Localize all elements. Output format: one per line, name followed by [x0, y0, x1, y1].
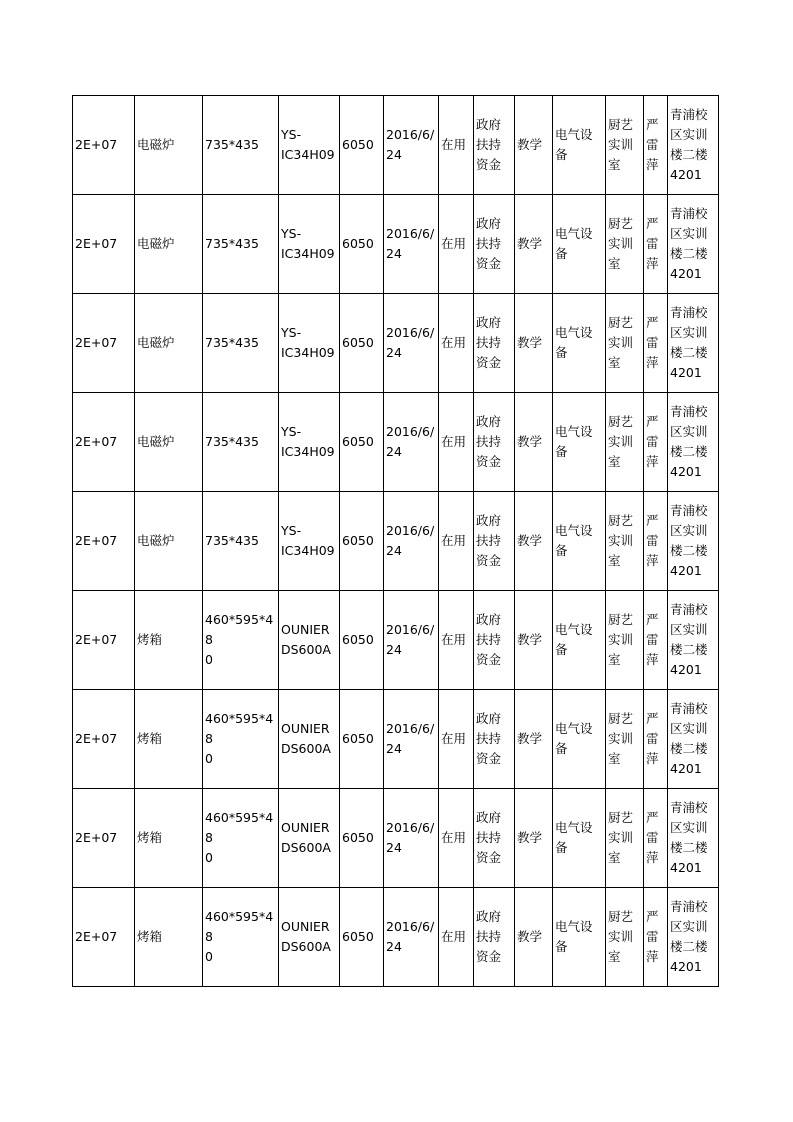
model-cell [279, 888, 340, 987]
asset-name-cell [135, 888, 203, 987]
department-cell [606, 492, 644, 591]
purpose-text: 教学 [517, 236, 543, 251]
department-text: 厨艺 实训 室 [608, 909, 634, 964]
funding-source-text: 政府 扶持 资金 [476, 216, 502, 271]
purpose-text: 教学 [517, 632, 543, 647]
funding-source-text: 政府 扶持 资金 [476, 810, 502, 865]
date-text: 2016/6/ 24 [386, 424, 435, 459]
status-text: 在用 [441, 236, 467, 251]
purpose-cell [515, 591, 553, 690]
funding-source-cell [474, 294, 515, 393]
location-cell [668, 888, 719, 987]
purpose-cell [515, 789, 553, 888]
date-text: 2016/6/ 24 [386, 523, 435, 558]
date-cell [384, 789, 439, 888]
purpose-text: 教学 [517, 434, 543, 449]
funding-source-text: 政府 扶持 资金 [476, 315, 502, 370]
location-text: 青浦校 区实训 楼二楼 4201 [670, 602, 708, 677]
asset-code-cell [73, 789, 135, 888]
model-text: YS- IC34H09 [281, 523, 335, 558]
category-text: 电气设 备 [555, 523, 593, 558]
purpose-cell [515, 492, 553, 591]
asset-code-text: 2E+07 [75, 434, 118, 449]
date-cell [384, 96, 439, 195]
asset-code-text: 2E+07 [75, 335, 118, 350]
status-text: 在用 [441, 434, 467, 449]
category-text: 电气设 备 [555, 919, 593, 954]
location-text: 青浦校 区实训 楼二楼 4201 [670, 503, 708, 578]
asset-code-text: 2E+07 [75, 830, 118, 845]
date-text: 2016/6/ 24 [386, 919, 435, 954]
price-text: 6050 [342, 434, 374, 449]
funding-source-text: 政府 扶持 资金 [476, 117, 502, 172]
model-cell [279, 591, 340, 690]
asset-name-text: 电磁炉 [137, 137, 175, 152]
model-text: OUNIER DS600A [281, 820, 331, 855]
custodian-text: 严 雷 萍 [646, 315, 659, 370]
category-cell [553, 888, 606, 987]
size-cell [203, 591, 279, 690]
asset-code-cell [73, 195, 135, 294]
location-cell [668, 591, 719, 690]
category-text: 电气设 备 [555, 622, 593, 657]
size-text: 735*435 [205, 236, 259, 251]
funding-source-text: 政府 扶持 资金 [476, 909, 502, 964]
status-cell [439, 591, 474, 690]
price-text: 6050 [342, 335, 374, 350]
funding-source-cell [474, 195, 515, 294]
model-text: YS- IC34H09 [281, 325, 335, 360]
asset-name-text: 电磁炉 [137, 434, 175, 449]
date-text: 2016/6/ 24 [386, 226, 435, 261]
model-cell [279, 492, 340, 591]
department-text: 厨艺 实训 室 [608, 117, 634, 172]
location-cell [668, 492, 719, 591]
size-cell [203, 195, 279, 294]
date-text: 2016/6/ 24 [386, 325, 435, 360]
custodian-text: 严 雷 萍 [646, 909, 659, 964]
department-cell [606, 294, 644, 393]
purpose-cell [515, 96, 553, 195]
custodian-cell [644, 690, 668, 789]
asset-name-cell [135, 96, 203, 195]
department-text: 厨艺 实训 室 [608, 612, 634, 667]
category-cell [553, 591, 606, 690]
category-cell [553, 393, 606, 492]
asset-code-cell [73, 690, 135, 789]
category-text: 电气设 备 [555, 424, 593, 459]
price-cell [340, 393, 384, 492]
custodian-text: 严 雷 萍 [646, 810, 659, 865]
asset-name-cell [135, 492, 203, 591]
price-cell [340, 591, 384, 690]
custodian-text: 严 雷 萍 [646, 513, 659, 568]
status-text: 在用 [441, 830, 467, 845]
asset-name-text: 烤箱 [137, 632, 163, 647]
asset-code-cell [73, 294, 135, 393]
asset-name-text: 烤箱 [137, 929, 163, 944]
purpose-cell [515, 393, 553, 492]
asset-code-text: 2E+07 [75, 929, 118, 944]
status-cell [439, 789, 474, 888]
price-cell [340, 195, 384, 294]
custodian-cell [644, 789, 668, 888]
department-cell [606, 789, 644, 888]
location-cell [668, 294, 719, 393]
model-cell [279, 294, 340, 393]
asset-code-text: 2E+07 [75, 632, 118, 647]
custodian-text: 严 雷 萍 [646, 414, 659, 469]
category-cell [553, 492, 606, 591]
date-cell [384, 888, 439, 987]
department-text: 厨艺 实训 室 [608, 711, 634, 766]
status-text: 在用 [441, 731, 467, 746]
size-cell [203, 789, 279, 888]
status-text: 在用 [441, 137, 467, 152]
asset-name-text: 电磁炉 [137, 533, 175, 548]
asset-code-text: 2E+07 [75, 533, 118, 548]
table-row [73, 690, 719, 789]
model-text: YS- IC34H09 [281, 127, 335, 162]
table-row [73, 294, 719, 393]
date-text: 2016/6/ 24 [386, 622, 435, 657]
table-row [73, 492, 719, 591]
asset-name-text: 烤箱 [137, 731, 163, 746]
asset-name-cell [135, 195, 203, 294]
purpose-cell [515, 690, 553, 789]
price-text: 6050 [342, 830, 374, 845]
funding-source-cell [474, 690, 515, 789]
funding-source-cell [474, 888, 515, 987]
model-text: OUNIER DS600A [281, 919, 331, 954]
table-row [73, 888, 719, 987]
purpose-text: 教学 [517, 533, 543, 548]
price-text: 6050 [342, 632, 374, 647]
asset-table [72, 95, 719, 987]
department-cell [606, 195, 644, 294]
model-cell [279, 195, 340, 294]
funding-source-cell [474, 393, 515, 492]
date-cell [384, 195, 439, 294]
size-text: 735*435 [205, 137, 259, 152]
department-cell [606, 591, 644, 690]
size-text: 460*595*48 0 [205, 909, 274, 964]
funding-source-cell [474, 96, 515, 195]
location-text: 青浦校 区实训 楼二楼 4201 [670, 305, 708, 380]
status-text: 在用 [441, 632, 467, 647]
model-cell [279, 789, 340, 888]
location-text: 青浦校 区实训 楼二楼 4201 [670, 701, 708, 776]
location-cell [668, 690, 719, 789]
price-cell [340, 294, 384, 393]
model-cell [279, 690, 340, 789]
size-cell [203, 393, 279, 492]
location-text: 青浦校 区实训 楼二楼 4201 [670, 404, 708, 479]
funding-source-cell [474, 789, 515, 888]
department-text: 厨艺 实训 室 [608, 414, 634, 469]
price-cell [340, 789, 384, 888]
location-text: 青浦校 区实训 楼二楼 4201 [670, 107, 708, 182]
asset-name-cell [135, 591, 203, 690]
model-text: OUNIER DS600A [281, 721, 331, 756]
asset-name-cell [135, 294, 203, 393]
size-text: 735*435 [205, 434, 259, 449]
department-cell [606, 96, 644, 195]
price-text: 6050 [342, 929, 374, 944]
size-cell [203, 888, 279, 987]
model-cell [279, 96, 340, 195]
category-text: 电气设 备 [555, 721, 593, 756]
date-cell [384, 690, 439, 789]
custodian-text: 严 雷 萍 [646, 117, 659, 172]
asset-name-text: 电磁炉 [137, 236, 175, 251]
purpose-text: 教学 [517, 929, 543, 944]
department-text: 厨艺 实训 室 [608, 216, 634, 271]
location-cell [668, 393, 719, 492]
asset-name-text: 电磁炉 [137, 335, 175, 350]
asset-name-text: 烤箱 [137, 830, 163, 845]
category-text: 电气设 备 [555, 226, 593, 261]
date-text: 2016/6/ 24 [386, 721, 435, 756]
custodian-text: 严 雷 萍 [646, 216, 659, 271]
custodian-text: 严 雷 萍 [646, 612, 659, 667]
table-row [73, 195, 719, 294]
asset-code-cell [73, 96, 135, 195]
location-cell [668, 789, 719, 888]
size-text: 460*595*48 0 [205, 612, 274, 667]
funding-source-text: 政府 扶持 资金 [476, 414, 502, 469]
asset-code-cell [73, 492, 135, 591]
date-text: 2016/6/ 24 [386, 820, 435, 855]
size-cell [203, 96, 279, 195]
department-text: 厨艺 实训 室 [608, 315, 634, 370]
model-text: OUNIER DS600A [281, 622, 331, 657]
status-cell [439, 888, 474, 987]
table-row [73, 591, 719, 690]
asset-code-text: 2E+07 [75, 236, 118, 251]
size-cell [203, 294, 279, 393]
status-cell [439, 294, 474, 393]
price-text: 6050 [342, 236, 374, 251]
model-text: YS- IC34H09 [281, 226, 335, 261]
model-text: YS- IC34H09 [281, 424, 335, 459]
custodian-cell [644, 195, 668, 294]
asset-code-cell [73, 888, 135, 987]
purpose-text: 教学 [517, 731, 543, 746]
purpose-cell [515, 294, 553, 393]
table-row [73, 789, 719, 888]
size-text: 460*595*48 0 [205, 810, 274, 865]
status-text: 在用 [441, 929, 467, 944]
table-row [73, 96, 719, 195]
date-text: 2016/6/ 24 [386, 127, 435, 162]
location-cell [668, 96, 719, 195]
category-cell [553, 294, 606, 393]
location-text: 青浦校 区实训 楼二楼 4201 [670, 800, 708, 875]
price-text: 6050 [342, 137, 374, 152]
asset-code-cell [73, 591, 135, 690]
purpose-text: 教学 [517, 137, 543, 152]
purpose-text: 教学 [517, 830, 543, 845]
price-cell [340, 690, 384, 789]
category-cell [553, 195, 606, 294]
price-cell [340, 492, 384, 591]
status-text: 在用 [441, 335, 467, 350]
department-text: 厨艺 实训 室 [608, 513, 634, 568]
date-cell [384, 591, 439, 690]
asset-name-cell [135, 789, 203, 888]
funding-source-text: 政府 扶持 资金 [476, 513, 502, 568]
custodian-text: 严 雷 萍 [646, 711, 659, 766]
price-cell [340, 96, 384, 195]
date-cell [384, 393, 439, 492]
size-text: 460*595*48 0 [205, 711, 274, 766]
status-cell [439, 96, 474, 195]
location-text: 青浦校 区实训 楼二楼 4201 [670, 899, 708, 974]
date-cell [384, 492, 439, 591]
custodian-cell [644, 591, 668, 690]
department-cell [606, 888, 644, 987]
category-cell [553, 96, 606, 195]
table-row [73, 393, 719, 492]
status-cell [439, 195, 474, 294]
custodian-cell [644, 96, 668, 195]
funding-source-cell [474, 492, 515, 591]
custodian-cell [644, 888, 668, 987]
department-text: 厨艺 实训 室 [608, 810, 634, 865]
model-cell [279, 393, 340, 492]
price-cell [340, 888, 384, 987]
category-text: 电气设 备 [555, 127, 593, 162]
size-cell [203, 492, 279, 591]
status-cell [439, 393, 474, 492]
size-text: 735*435 [205, 533, 259, 548]
asset-name-cell [135, 690, 203, 789]
custodian-cell [644, 294, 668, 393]
department-cell [606, 393, 644, 492]
category-text: 电气设 备 [555, 325, 593, 360]
purpose-cell [515, 195, 553, 294]
price-text: 6050 [342, 731, 374, 746]
location-cell [668, 195, 719, 294]
asset-code-cell [73, 393, 135, 492]
category-cell [553, 690, 606, 789]
price-text: 6050 [342, 533, 374, 548]
department-cell [606, 690, 644, 789]
custodian-cell [644, 393, 668, 492]
date-cell [384, 294, 439, 393]
asset-code-text: 2E+07 [75, 137, 118, 152]
location-text: 青浦校 区实训 楼二楼 4201 [670, 206, 708, 281]
asset-code-text: 2E+07 [75, 731, 118, 746]
status-cell [439, 492, 474, 591]
custodian-cell [644, 492, 668, 591]
category-cell [553, 789, 606, 888]
funding-source-text: 政府 扶持 资金 [476, 612, 502, 667]
purpose-text: 教学 [517, 335, 543, 350]
asset-table-body [73, 96, 719, 987]
asset-name-cell [135, 393, 203, 492]
funding-source-text: 政府 扶持 资金 [476, 711, 502, 766]
size-text: 735*435 [205, 335, 259, 350]
category-text: 电气设 备 [555, 820, 593, 855]
purpose-cell [515, 888, 553, 987]
status-text: 在用 [441, 533, 467, 548]
funding-source-cell [474, 591, 515, 690]
size-cell [203, 690, 279, 789]
status-cell [439, 690, 474, 789]
